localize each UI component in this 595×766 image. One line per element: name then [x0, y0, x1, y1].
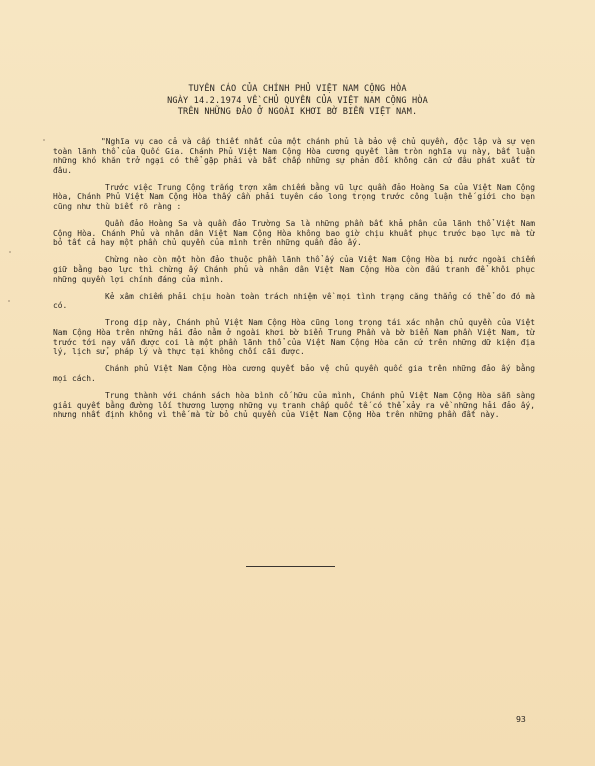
paragraph-8: Trung thành với chánh sách hòa bình cố hữu của mình, Chánh phủ Việt Nam Cộng Hòa sẵn sàng giải quyết bằng đường lối thương lượng những vụ tranh chấp quốc tế có thể xảy ra về những hải đảo ấy, nhưng nhất định không vì thế mà từ bỏ chủ quyền của Việt Nam Cộng Hòa trên những phần đất này. [53, 390, 535, 420]
paper-speck [8, 300, 10, 302]
paper-speck [43, 139, 45, 141]
paragraph-7: Chánh phủ Việt Nam Cộng Hòa cương quyết bảo vệ chủ quyền quốc gia trên những đảo ấy bằng mọi cách. [53, 364, 535, 383]
page-number: 93 [516, 714, 526, 724]
document-title [0, 84, 595, 119]
title-line-2: NGÀY 14.2.1974 VỀ CHỦ QUYỀN CỦA VIỆT NAM CỘNG HÒA [167, 95, 428, 106]
paragraph-6: Trong dịp này, Chánh phủ Việt Nam Cộng Hòa cũng long trọng tái xác nhận chủ quyền của Việt Nam Cộng Hòa trên những hải đảo nằm ở ngoài khơi bờ biển Trung Phần và bờ biển Nam phần Việt Nam, từ trước tới nay vẫn được coi là một phần lãnh thổ của Việt Nam Cộng Hòa căn cứ trên những dữ kiện địa lý, lịch sử, pháp lý và thực tại không chối cãi được. [53, 318, 535, 357]
declaration-body [53, 137, 535, 427]
paragraph-5: Kẻ xâm chiếm phải chịu hoàn toàn trách nhiệm về mọi tình trạng căng thẳng có thể do đó mà có. [53, 291, 535, 311]
paragraph-2: Trước việc Trung Cộng trắng trợn xâm chiếm bằng vũ lực quần đảo Hoàng Sa của Việt Nam Cộng Hòa, Chánh Phủ Việt Nam Cộng Hòa thấy cần phải tuyên cáo long trọng trước công luận thế giới cho bạn cũng như thù biết rõ ràng : [53, 182, 535, 212]
title-line-1: TUYÊN CÁO CỦA CHÍNH PHỦ VIỆT NAM CỘNG HÒA [188, 84, 407, 94]
paper-speck [9, 251, 11, 253]
paragraph-3: Quần đảo Hoàng Sa và quần đảo Trường Sa là những phần bất khả phân của lãnh thổ Việt Nam Cộng Hòa. Chánh Phủ và nhân dân Việt Nam Cộng Hòa không bao giờ chịu khuất phục trước bạo lực mà từ bỏ tất cả hay một phần chủ quyền của mình trên những quần đảo ấy. [53, 219, 535, 248]
paragraph-4: Chừng nào còn một hòn đảo thuộc phần lãnh thổ ấy của Việt Nam Cộng Hòa bị nước ngoài chiếm giữ bằng bạo lực thì chừng ấy Chánh phủ và nhân dân Việt Nam Cộng Hòa còn đấu tranh để khôi phục những quyền lợi chính đáng của mình. [53, 255, 535, 284]
title-line-3: TRÊN NHỮNG ĐẢO Ở NGOÀI KHƠI BỜ BIỂN VIỆT NAM. [177, 107, 418, 117]
closing-divider [246, 566, 335, 567]
paragraph-1: "Nghĩa vụ cao cả và cấp thiết nhất của một chánh phủ là bảo vệ chủ quyền, độc lập và sự vẹn toàn lãnh thổ của Quốc Gia. Chánh Phủ Việt Nam Cộng Hòa cương quyết làm tròn nghĩa vụ này, bất luận những khó khăn trở ngại có thể gặp phải và bất chấp những sự phản đối không căn cứ đâu phát xuất từ đâu. [53, 137, 535, 175]
